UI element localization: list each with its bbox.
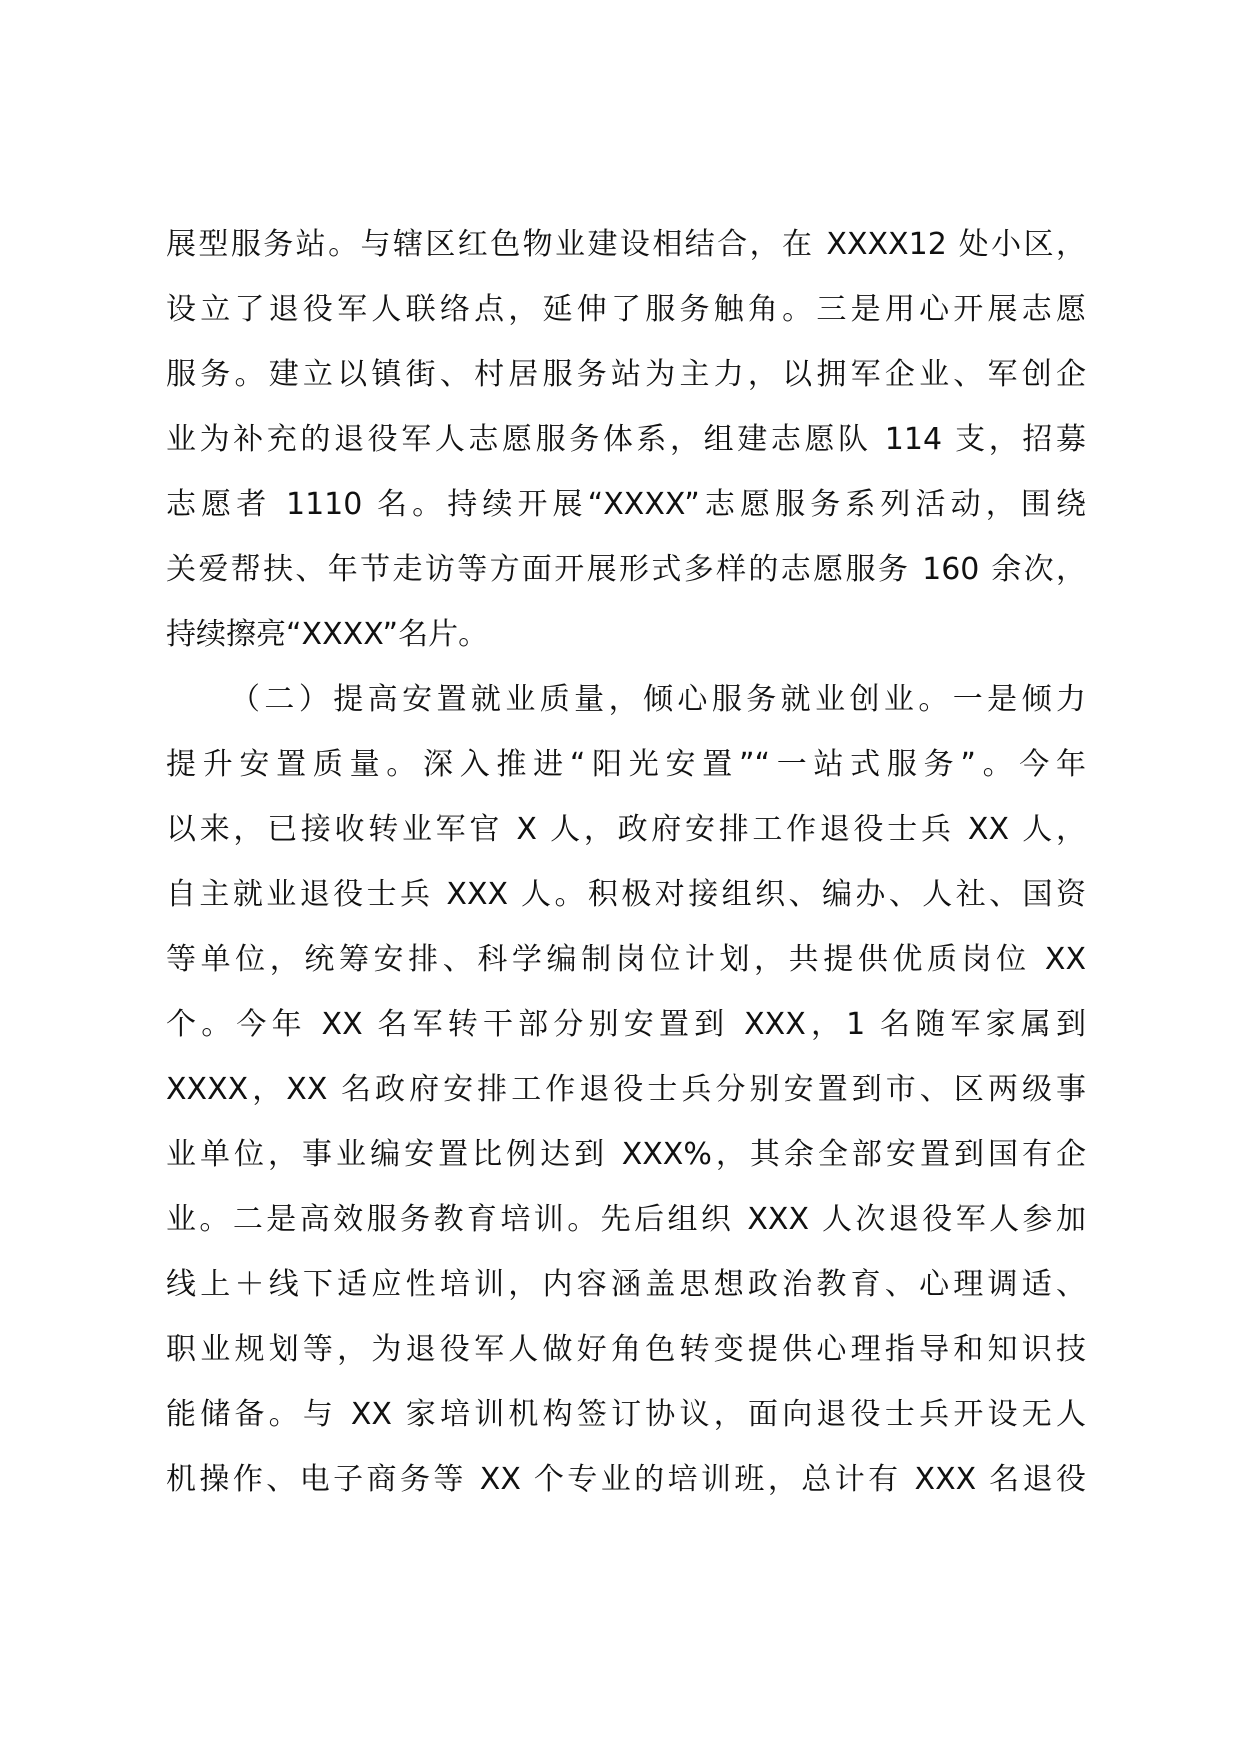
text-line: 业单位，事业编安置比例达到 XXX%，其余全部安置到国有企 <box>166 1137 1086 1172</box>
text-line: 志愿者 1110 名。持续开展“XXXX”志愿服务系列活动，围绕 <box>166 487 1086 522</box>
text-line: 持续擦亮“XXXX”名片。 <box>166 617 489 652</box>
text-line: 等单位，统筹安排、科学编制岗位计划，共提供优质岗位 XX <box>166 942 1086 977</box>
text-line: 自主就业退役士兵 XXX 人。积极对接组织、编办、人社、国资 <box>166 877 1086 912</box>
text-line: 能储备。与 XX 家培训机构签订协议，面向退役士兵开设无人 <box>166 1397 1086 1432</box>
text-line: 提升安置质量。深入推进“阳光安置”“一站式服务”。今年 <box>166 747 1086 782</box>
text-line: 机操作、电子商务等 XX 个专业的培训班，总计有 XXX 名退役 <box>166 1462 1086 1497</box>
text-line: XXXX，XX 名政府安排工作退役士兵分别安置到市、区两级事 <box>166 1072 1086 1107</box>
text-line: 职业规划等，为退役军人做好角色转变提供心理指导和知识技 <box>166 1332 1086 1367</box>
text-line: 线上＋线下适应性培训，内容涵盖思想政治教育、心理调适、 <box>166 1267 1086 1302</box>
section-heading-line: （二）提高安置就业质量，倾心服务就业创业。一是倾力 <box>230 682 1086 717</box>
text-line: 展型服务站。与辖区红色物业建设相结合，在 XXXX12 处小区， <box>166 227 1086 262</box>
text-line: 业。二是高效服务教育培训。先后组织 XXX 人次退役军人参加 <box>166 1202 1086 1237</box>
text-line: 关爱帮扶、年节走访等方面开展形式多样的志愿服务 160 余次， <box>166 552 1086 587</box>
document-body <box>166 212 1086 1512</box>
text-line: 个。今年 XX 名军转干部分别安置到 XXX，1 名随军家属到 <box>166 1007 1086 1042</box>
text-line: 设立了退役军人联络点，延伸了服务触角。三是用心开展志愿 <box>166 292 1086 327</box>
text-line: 服务。建立以镇街、村居服务站为主力，以拥军企业、军创企 <box>166 357 1086 392</box>
text-line: 业为补充的退役军人志愿服务体系，组建志愿队 114 支，招募 <box>166 422 1086 457</box>
text-line: 以来，已接收转业军官 X 人，政府安排工作退役士兵 XX 人， <box>166 812 1086 847</box>
